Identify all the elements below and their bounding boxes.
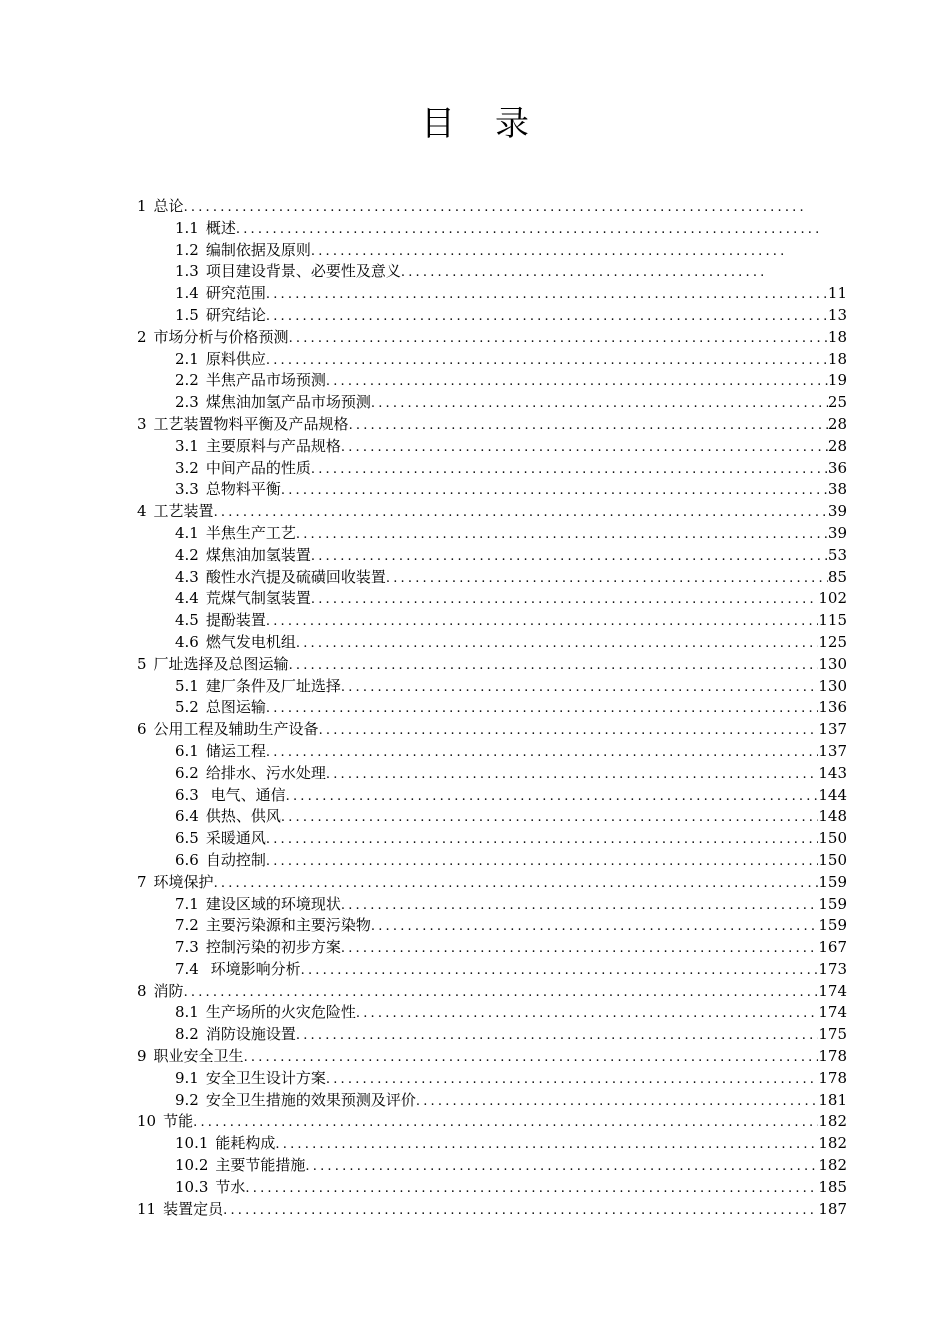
toc-page-number: 28 [827, 414, 847, 433]
toc-subsection-entry[interactable] [137, 436, 847, 458]
toc-dot-leader [296, 524, 828, 545]
toc-dot-leader [401, 262, 767, 283]
toc-entry-label: 生产场所的火灾危险性 [205, 1003, 356, 1022]
toc-entry-number: 6.6 [175, 850, 199, 869]
toc-dot-leader [214, 502, 828, 523]
toc-entry-label: 建厂条件及厂址选择 [205, 676, 341, 695]
toc-entry-number: 9.1 [175, 1068, 199, 1087]
toc-entry-label: 安全卫生设计方案 [205, 1068, 326, 1087]
toc-subsection-entry[interactable] [137, 218, 847, 240]
toc-chapter-entry[interactable] [137, 327, 847, 349]
toc-page-number: 130 [818, 654, 847, 673]
toc-dot-leader [214, 873, 819, 894]
toc-dot-leader [266, 742, 818, 763]
toc-page-number: 148 [818, 807, 847, 826]
toc-page-number: 18 [827, 349, 847, 368]
toc-page-number: 28 [827, 436, 847, 455]
toc-dot-leader [266, 829, 818, 850]
toc-entry-label: 概述 [205, 218, 236, 237]
toc-subsection-entry[interactable] [137, 610, 847, 632]
toc-entry-label: 节水 [215, 1177, 246, 1196]
toc-entry-label: 装置定员 [163, 1199, 224, 1218]
toc-entry-number: 2 [137, 327, 147, 346]
toc-page-number: 174 [818, 1003, 847, 1022]
toc-subsection-entry[interactable] [137, 697, 847, 719]
toc-subsection-entry[interactable] [137, 261, 847, 283]
toc-entry-label: 煤焦油加氢装置 [205, 545, 311, 564]
toc-entry-label: 煤焦油加氢产品市场预测 [205, 393, 371, 412]
toc-page-number: 182 [818, 1156, 847, 1175]
toc-page-number: 13 [827, 305, 847, 324]
toc-page-number: 115 [818, 611, 847, 630]
toc-dot-leader [311, 589, 818, 610]
table-of-contents [137, 196, 847, 1220]
toc-entry-label: 供热、供风 [205, 807, 281, 826]
toc-entry-label: 燃气发电机组 [205, 632, 296, 651]
toc-chapter-entry[interactable] [137, 501, 847, 523]
toc-entry-number: 1.2 [175, 240, 199, 259]
toc-entry-number: 7.2 [175, 916, 199, 935]
toc-page-number: 167 [818, 938, 847, 957]
toc-dot-leader [319, 720, 819, 741]
toc-page-number: 159 [818, 894, 847, 913]
toc-entry-number: 5.2 [175, 698, 199, 717]
toc-subsection-entry[interactable] [137, 479, 847, 501]
toc-entry-number: 6 [137, 720, 147, 739]
toc-entry-number: 4 [137, 502, 147, 521]
toc-dot-leader [341, 895, 818, 916]
toc-dot-leader [266, 698, 818, 719]
toc-entry-number: 8.1 [175, 1003, 199, 1022]
toc-entry-number: 5 [137, 654, 147, 673]
toc-page-number: 125 [818, 632, 847, 651]
title-char: 录 [495, 104, 569, 144]
toc-dot-leader [286, 786, 819, 807]
toc-entry-label: 环境影响分析 [205, 959, 301, 978]
toc-entry-number: 5.1 [175, 676, 199, 695]
toc-dot-leader [311, 546, 828, 567]
toc-dot-leader [305, 1156, 818, 1177]
toc-dot-leader [245, 1178, 818, 1199]
toc-entry-label: 给排水、污水处理 [205, 763, 326, 782]
toc-subsection-entry[interactable] [137, 392, 847, 414]
toc-subsection-entry[interactable] [137, 1155, 847, 1177]
toc-entry-number: 10.1 [175, 1134, 209, 1153]
toc-entry-number: 8.2 [175, 1025, 199, 1044]
toc-page-number: 102 [818, 589, 847, 608]
toc-entry-label: 研究结论 [205, 305, 266, 324]
toc-subsection-entry[interactable] [137, 785, 847, 807]
toc-dot-leader [184, 197, 807, 218]
toc-entry-number: 1.4 [175, 284, 199, 303]
toc-entry-number: 6.2 [175, 763, 199, 782]
toc-entry-label: 建设区域的环境现状 [205, 894, 341, 913]
toc-dot-leader [266, 350, 828, 371]
toc-entry-label: 总物料平衡 [205, 480, 281, 499]
toc-dot-leader [341, 677, 818, 698]
toc-entry-number: 4.6 [175, 632, 199, 651]
toc-page-number: 150 [818, 829, 847, 848]
toc-entry-label: 中间产品的性质 [205, 458, 311, 477]
toc-page-number: 39 [827, 502, 847, 521]
toc-chapter-entry[interactable] [137, 414, 847, 436]
toc-subsection-entry[interactable] [137, 588, 847, 610]
toc-page-number: 143 [818, 763, 847, 782]
toc-page-number: 175 [818, 1025, 847, 1044]
toc-entry-label: 自动控制 [205, 850, 266, 869]
toc-entry-label: 工艺装置物料平衡及产品规格 [153, 414, 349, 433]
toc-entry-label: 总论 [153, 197, 184, 215]
toc-entry-number: 7.4 [175, 959, 199, 978]
toc-entry-label: 编制依据及原则 [205, 240, 311, 259]
toc-dot-leader [301, 960, 819, 981]
toc-page-number: 182 [818, 1134, 847, 1153]
toc-subsection-entry[interactable] [137, 741, 847, 763]
toc-subsection-entry[interactable] [137, 240, 847, 262]
toc-page-number: 174 [818, 981, 847, 1000]
toc-entry-label: 厂址选择及总图运输 [153, 654, 289, 673]
toc-entry-number: 6.4 [175, 807, 199, 826]
toc-page-number: 25 [827, 393, 847, 412]
toc-dot-leader [311, 241, 784, 262]
toc-entry-number: 1.5 [175, 305, 199, 324]
toc-subsection-entry[interactable] [137, 1090, 847, 1112]
toc-dot-leader [296, 633, 818, 654]
page-title [0, 102, 950, 146]
toc-entry-number: 7.1 [175, 894, 199, 913]
toc-entry-number: 1.3 [175, 262, 199, 281]
toc-dot-leader [356, 1003, 818, 1024]
toc-subsection-entry[interactable] [137, 676, 847, 698]
toc-entry-number: 8 [137, 981, 147, 1000]
toc-entry-label: 酸性水汽提及硫磺回收装置 [205, 567, 386, 586]
toc-entry-number: 4.2 [175, 545, 199, 564]
toc-dot-leader [349, 415, 828, 436]
toc-page-number: 150 [818, 850, 847, 869]
toc-entry-number: 11 [137, 1199, 157, 1218]
toc-dot-leader [371, 916, 818, 937]
toc-subsection-entry[interactable] [137, 915, 847, 937]
toc-entry-number: 7.3 [175, 938, 199, 957]
toc-subsection-entry[interactable] [137, 523, 847, 545]
toc-entry-label: 半焦生产工艺 [205, 523, 296, 542]
toc-subsection-entry[interactable] [137, 545, 847, 567]
toc-entry-number: 1.1 [175, 218, 199, 237]
toc-entry-label: 公用工程及辅助生产设备 [153, 720, 319, 739]
toc-entry-label: 储运工程 [205, 741, 266, 760]
toc-entry-label: 主要节能措施 [215, 1156, 306, 1175]
toc-page-number: 136 [818, 698, 847, 717]
toc-dot-leader [289, 328, 828, 349]
toc-entry-label: 提酚装置 [205, 611, 266, 630]
toc-page-number: 85 [827, 567, 847, 586]
toc-dot-leader [326, 371, 828, 392]
toc-entry-label: 能耗构成 [215, 1134, 276, 1153]
toc-page-number: 159 [818, 916, 847, 935]
toc-page-number: 137 [818, 720, 847, 739]
toc-page-number: 130 [818, 676, 847, 695]
toc-entry-label: 电气、通信 [205, 785, 286, 804]
toc-entry-number: 3 [137, 414, 147, 433]
toc-entry-number: 2.3 [175, 393, 199, 412]
toc-page-number: 173 [818, 959, 847, 978]
toc-subsection-entry[interactable] [137, 828, 847, 850]
toc-page-number: 182 [818, 1112, 847, 1131]
toc-dot-leader [266, 284, 828, 305]
toc-subsection-entry[interactable] [137, 1002, 847, 1024]
toc-entry-label: 消防设施设置 [205, 1025, 296, 1044]
toc-entry-label: 控制污染的初步方案 [205, 938, 341, 957]
toc-chapter-entry[interactable] [137, 872, 847, 894]
toc-dot-leader [386, 568, 828, 589]
toc-entry-number: 2.2 [175, 371, 199, 390]
toc-entry-label: 研究范围 [205, 284, 266, 303]
toc-entry-number: 6.1 [175, 741, 199, 760]
toc-entry-number: 9.2 [175, 1090, 199, 1109]
toc-page-number: 11 [827, 284, 847, 303]
toc-page-number: 187 [818, 1199, 847, 1218]
toc-subsection-entry[interactable] [137, 959, 847, 981]
toc-entry-label: 环境保护 [153, 872, 214, 891]
toc-dot-leader [371, 393, 828, 414]
toc-entry-label: 安全卫生措施的效果预测及评价 [205, 1090, 416, 1109]
toc-entry-label: 总图运输 [205, 698, 266, 717]
toc-subsection-entry[interactable] [137, 458, 847, 480]
toc-entry-label: 采暖通风 [205, 829, 266, 848]
toc-subsection-entry[interactable] [137, 1177, 847, 1199]
toc-subsection-entry[interactable] [137, 1133, 847, 1155]
toc-subsection-entry[interactable] [137, 349, 847, 371]
toc-entry-label: 消防 [153, 981, 184, 1000]
toc-entry-number: 4.4 [175, 589, 199, 608]
toc-dot-leader [289, 655, 819, 676]
toc-chapter-entry[interactable] [137, 1046, 847, 1068]
toc-dot-leader [223, 1200, 818, 1221]
toc-entry-number: 9 [137, 1047, 147, 1066]
toc-page-number: 36 [827, 458, 847, 477]
toc-dot-leader [416, 1091, 818, 1112]
toc-entry-number: 6.3 [175, 785, 199, 804]
toc-page-number: 53 [827, 545, 847, 564]
toc-subsection-entry[interactable] [137, 567, 847, 589]
toc-entry-number: 3.1 [175, 436, 199, 455]
toc-chapter-entry[interactable] [137, 1199, 847, 1221]
toc-dot-leader [236, 219, 819, 240]
toc-entry-label: 主要污染源和主要污染物 [205, 916, 371, 935]
toc-subsection-entry[interactable] [137, 305, 847, 327]
toc-page-number: 185 [818, 1177, 847, 1196]
toc-page-number: 178 [818, 1068, 847, 1087]
toc-subsection-entry[interactable] [137, 1024, 847, 1046]
toc-subsection-entry[interactable] [137, 763, 847, 785]
toc-chapter-entry[interactable] [137, 981, 847, 1003]
toc-subsection-entry[interactable] [137, 937, 847, 959]
toc-subsection-entry[interactable] [137, 1068, 847, 1090]
toc-entry-label: 市场分析与价格预测 [153, 327, 289, 346]
toc-page-number: 38 [827, 480, 847, 499]
toc-page-number: 178 [818, 1047, 847, 1066]
toc-entry-number: 3.3 [175, 480, 199, 499]
toc-dot-leader [266, 611, 818, 632]
toc-chapter-entry[interactable] [137, 1111, 847, 1133]
toc-entry-label: 工艺装置 [153, 502, 214, 521]
title-char: 目 [421, 104, 495, 144]
toc-entry-number: 7 [137, 872, 147, 891]
toc-entry-number: 6.5 [175, 829, 199, 848]
toc-chapter-entry[interactable] [137, 719, 847, 741]
toc-page-number: 19 [827, 371, 847, 390]
toc-subsection-entry[interactable] [137, 806, 847, 828]
toc-dot-leader [281, 480, 828, 501]
toc-page-number: 39 [827, 523, 847, 542]
toc-dot-leader [341, 938, 818, 959]
toc-dot-leader [326, 764, 818, 785]
toc-entry-label: 原料供应 [205, 349, 266, 368]
toc-entry-number: 1 [137, 197, 147, 215]
toc-dot-leader [296, 1025, 818, 1046]
toc-page-number: 159 [818, 872, 847, 891]
toc-subsection-entry[interactable] [137, 632, 847, 654]
toc-subsection-entry[interactable] [137, 370, 847, 392]
toc-subsection-entry[interactable] [137, 894, 847, 916]
toc-dot-leader [244, 1047, 819, 1068]
toc-page-number: 144 [818, 785, 847, 804]
toc-dot-leader [311, 459, 828, 480]
toc-dot-leader [266, 851, 818, 872]
toc-dot-leader [266, 306, 828, 327]
toc-entry-number: 3.2 [175, 458, 199, 477]
toc-page-number: 181 [818, 1090, 847, 1109]
toc-entry-number: 10.2 [175, 1156, 209, 1175]
toc-chapter-entry[interactable] [137, 654, 847, 676]
toc-subsection-entry[interactable] [137, 850, 847, 872]
toc-entry-label: 荒煤气制氢装置 [205, 589, 311, 608]
toc-entry-number: 4.3 [175, 567, 199, 586]
toc-dot-leader [326, 1069, 818, 1090]
toc-entry-number: 2.1 [175, 349, 199, 368]
toc-entry-number: 10 [137, 1112, 157, 1131]
toc-subsection-entry[interactable] [137, 283, 847, 305]
toc-chapter-entry[interactable] [137, 196, 847, 218]
toc-entry-label: 节能 [163, 1112, 194, 1131]
toc-dot-leader [193, 1112, 818, 1133]
toc-entry-number: 4.1 [175, 523, 199, 542]
toc-page-number: 18 [827, 327, 847, 346]
toc-dot-leader [184, 982, 819, 1003]
toc-entry-number: 10.3 [175, 1177, 209, 1196]
toc-entry-label: 项目建设背景、必要性及意义 [205, 262, 401, 281]
toc-dot-leader [281, 807, 818, 828]
toc-entry-label: 职业安全卫生 [153, 1047, 244, 1066]
toc-entry-label: 半焦产品市场预测 [205, 371, 326, 390]
toc-dot-leader [341, 437, 828, 458]
toc-entry-label: 主要原料与产品规格 [205, 436, 341, 455]
toc-page-number: 137 [818, 741, 847, 760]
toc-dot-leader [275, 1134, 818, 1155]
toc-entry-number: 4.5 [175, 611, 199, 630]
